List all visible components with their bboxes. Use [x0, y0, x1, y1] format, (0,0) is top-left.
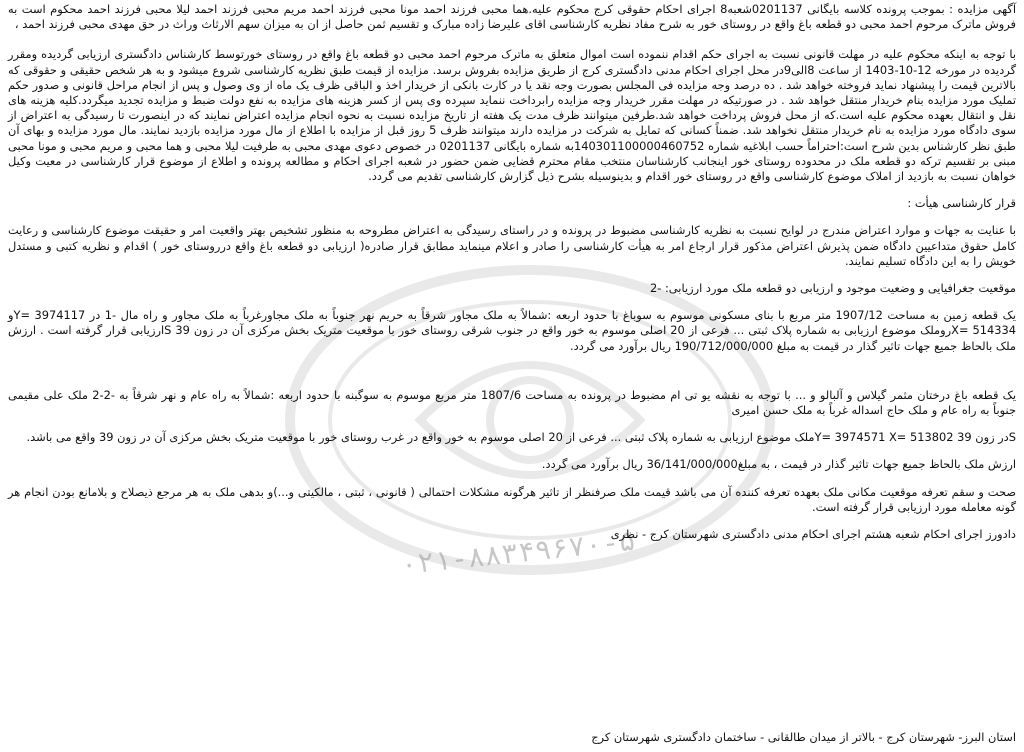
- disclaimer: صحت و سقم تعرفه موقعیت مکانی ملک بعهده تعرفه کننده آن می باشد قیمت ملک صرفنظر از تاثیر هرگونه مشکلات احتمالی ( قانونی ، ثبتی ، مالکیتی و...)و بدهی ملک به هر مرجع ذیصلاح و بلامانع بودن انجام هر گونه معامله مورد ارزیابی قرار گرفته است.: [8, 484, 1016, 514]
- notice-body: با توجه به اینکه محکوم علیه در مهلت قانونی نسبت به اجرای حکم اقدام ننموده است اموال متعلق به ماترک مرحوم احمد محبی دو قطعه باغ واقع در روستای خورتوسط کارشناس دادگستری ارزیابی گردیده ومقرر گردیده در مورخه 12-10-1403 از ساعت 8الی9در محل اجرای احکام مدنی دادگستری کرج از طریق مزایده بفروش برسد. مزایده از قیمت طبق نظریه کارشناسی شروع میشود و به هر شخص حقیقی و حقوقی که بالاترین قیمت را پیشنهاد نماید فروخته خواهد شد . ده درصد وجه مزایده فی المجلس بصورت وجه نقد یا در کارت بانکی از خریدار اخذ و الباقی ظرف یک ماه از وی وصول و پس از انجام مراحل قانونی و صدور حکم تملیک مورد مزایده بنام خریدار منتقل خواهد شد . در صورتیکه در مهلت مقرر خریدار وجه مزایده رابرداخت ننماید سپرده وی پس از کسر هزینه های مزایده به نفع دولت ضبط و مزایده تجدید میگردد.کلیه هزینه های نقل و انتقال بعهده محکوم علیه است.که از محل فروش پرداخت خواهد شد.طرفین میتوانند ظرف مدت یک هفته از تاریخ مزایده نسبت به نحوه انجام مزایده اعتراض نمایند که در اینصورت تا رسیدگی به اعتراض از سوی دادگاه مورد مزایده به نام خریدار منتقل نخواهد شد. ضمناً کسانی که تمایل به شرکت در مزایده دارند میتوانند ظرف 5 روز قبل از مزایده با اطلاع از مال مورد مزایده بازدید نمایند. مال مورد مزایده و بهای آن طبق نظر کارشناس بدین شرح است:احتراماً حسب ابلاغیه شماره 140301100000460752به شماره بایگانی 0201137 در خصوص دعوی مهدی محبی به طرفیت لیلا محبی و هما محبی و مریم محبی و مونا محبی مبنی بر تقسیم ترکه دو قطعه ملک در محدوده روستای خور اینجانب کارشناسان منتخب مقام محترم قضایی ضمن حضور در شعبه اجرای احکام و مطالعه پرونده و اطلاع از موضوع قرار کارشناسی در معیت وکیل خواهان نسبت به بازدید از املاک موضوع کارشناسی واقع در روستای خور اقدام و بدینوسیله بشرح ذیل گزارش کارشناسی تقدیم می گردد.: [8, 47, 1017, 184]
- court-address: استان البرز- شهرستان کرج - بالاتر از میدان طالقانی - ساختمان دادگستری شهرستان کرج: [591, 730, 1016, 744]
- notice-intro: آگهی مزایده : بموجب پرونده کلاسه بایگانی 0201137شعبه8 اجرای احکام حقوقی کرج محکوم علیه.هما محبی فرزند احمد مونا محبی فرزند احمد مریم محبی فرزند احمد لیلا محبی فرزند احمد محکوم است به فروش ماترک مرحوم احمد محبی دو قطعه باغ واقع در روستای خور به شرح مفاد نظریه کارشناسی اقای علیرضا زاده مبارک و تقسیم ثمن حاصل از ان به میزان سهم الارثاث وراث در حق مهدی محبی فرزند احمد ،: [8, 2, 1016, 32]
- watermark-phone: ۰۲۱-۸۸۳۴۹۶۷۰-۵: [398, 523, 638, 582]
- parcel-2-coordinates: Sدر زون 39 Y= 3974571 X= 513802ملک موضوع ارزیابی به شماره پلاک ثبتی ... فرعی از 20 اصلی موسوم به خور واقع در غرب روستای خور با موقعیت متریک بخش مرکزی آن در زون 39 واقع می باشد.: [26, 430, 1016, 445]
- parcel-2: یک قطعه باغ درختان مثمر گیلاس و آلبالو و ... با توجه به نقشه یو تی ام مضبوط در پرونده به مساحت 1807/6 متر مربع موسوم به سوگبنه با حدود اربعه :شمالاً به راه عام و نهر شرقاً به -2-2 ملک علی مقیمی جنوباً به راه عام و ملک حاج اسداله غرباً به ملک حسن امیری: [8, 387, 1016, 418]
- parcel-2-value: ارزش ملک بالحاظ جمیع جهات تاثیر گذار در قیمت ، به مبلغ36/141/000/000 ریال برآورد می گردد.: [541, 457, 1016, 472]
- signature: دادورز اجرای احکام شعبه هشتم اجرای احکام مدنی دادگستری شهرستان کرج - نظری: [610, 527, 1016, 542]
- panel-text: با عنایت به جهات و موارد اعتراض مندرج در لوایح نسبت به نظریه کارشناسی مضبوط در پرونده و در راستای رسیدگی به اعتراض مطروحه به منظور تشخیص بهتر واقعیت امر و حقیقت موضوع کارشناسی و رعایت کامل حقوق متداعیین دادگاه ضمن پذیرش اعتراض مذکور قرار ارجاع امر به هیأت کارشناسی را صادر و اعلام مینماید مطابق قرار صادره( ارزیابی دو قطعه باغ واقع درروستای خور ) اقدام و نظریه کتبی و مستدل خویش را به این دادگاه تسلیم نمایند.: [8, 223, 1016, 268]
- panel-heading: قرار کارشناسی هیأت :: [907, 196, 1016, 211]
- geo-heading: موقعیت جغرافیایی و وضعیت موجود و ارزیابی دو قطعه ملک مورد ارزیابی: -2: [649, 281, 1016, 296]
- parcel-1: یک قطعه زمین به مساحت 1907/12 متر مربع با بنای مسکونی موسوم به سوباغ با حدود اربعه :شمالاً به ملک مجاور شرقاً به حریم نهر جنوباً به ملک مجاورغرباً به ملک مجاور و راه مال -1 در 3974117 =Yو 514334 =Xروملک موضوع ارزیابی به شماره پلاک ثبتی ... فرعی از 20 اصلی موسوم به خور واقع در جنوب شرقی روستای خور با موقعیت متریک بخش مرکزی آن در زون 39 Sارزیابی قرار گرفته است . ارزش ملک بالحاظ جمیع جهات تاثیر گذار در قیمت به مبلغ 190/712/000/000 ریال برآورد می گردد.: [8, 308, 1016, 353]
